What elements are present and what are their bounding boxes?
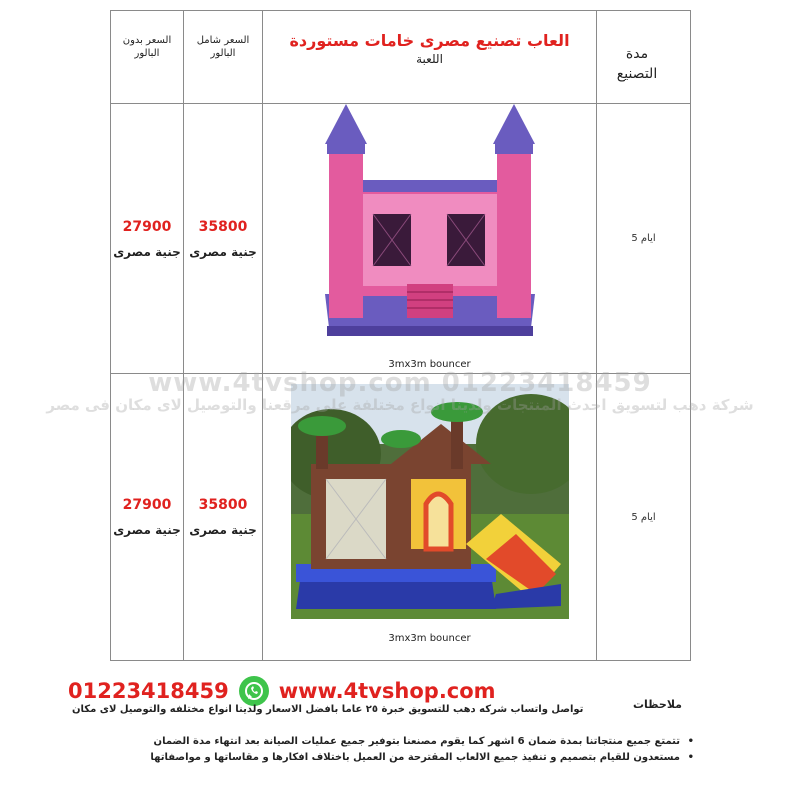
price-with-currency: جنية مصرى (189, 523, 257, 537)
price-without-currency: جنية مصرى (113, 523, 181, 537)
price-with-cell (184, 104, 263, 374)
tagline: تواصل واتساب شركه دهب للتسويق خبرة ٢٥ عاما بافضل الاسعار ولدينا انواع مختلفه والتوصيل لاى مكان (72, 704, 584, 715)
duration-cell (597, 104, 691, 374)
header-price-with-label: السعر شامل البالور (196, 35, 250, 59)
watermark-line-2: شركة دهب لتسويق احدث المنتجات ولدينا انواع مختلفة على مرقعنا والتوصيل لاى مكان فى مصر (46, 396, 754, 414)
duration-value: 5 ايام (631, 233, 656, 244)
header-subtitle: اللعبة (416, 51, 443, 66)
price-without-value: 27900 (122, 497, 172, 513)
price-with-value: 35800 (198, 497, 248, 513)
duration-value: 5 ايام (631, 511, 656, 523)
price-table (110, 10, 691, 661)
header-price-without (111, 11, 184, 104)
website-link[interactable]: www.4tvshop.com (278, 679, 496, 703)
header-duration (597, 11, 691, 104)
price-without-currency: جنية مصرى (113, 244, 181, 259)
product-caption: 3mx3m bouncer (388, 359, 471, 370)
price-with-value: 35800 (198, 218, 248, 235)
notes-label: ملاحظات (633, 698, 682, 711)
product-image-cell (263, 104, 597, 374)
product-image-cell (263, 374, 597, 661)
palm-bouncer-image (291, 384, 569, 619)
notes-list (90, 734, 680, 766)
castle-bouncer-image (315, 104, 545, 349)
table-header-row (111, 11, 691, 104)
table-row (111, 104, 691, 374)
phone-number[interactable]: 01223418459 (68, 679, 229, 703)
header-duration-label: مدة التصنيع (616, 46, 658, 82)
header-toy (263, 11, 597, 104)
price-with-cell (184, 374, 263, 661)
price-without-value: 27900 (122, 218, 172, 235)
header-price-without-label: السعر بدون البالور (122, 35, 172, 59)
list-item: • مستعدون للقيام بتصميم و تنفيذ جميع الالعاب المقترحة من العميل باختلاف افكارها و مقاساتها و مواصفاتها (90, 750, 680, 766)
whatsapp-icon[interactable] (239, 676, 269, 706)
product-caption: 3mx3m bouncer (388, 633, 471, 644)
duration-cell (597, 374, 691, 661)
header-price-with (184, 11, 263, 104)
contact-bar (68, 676, 496, 706)
price-without-cell (111, 104, 184, 374)
price-with-currency: جنية مصرى (189, 244, 257, 259)
table-row (111, 374, 691, 661)
header-title: العاب تصنيع مصرى خامات مستوردة (289, 30, 570, 50)
price-without-cell (111, 374, 184, 661)
watermark-line-1: www.4tvshop.com 01223418459 (148, 368, 652, 398)
list-item: • تتمتع جميع منتجاتنا بمدة ضمان 6 اشهر كما يقوم مصنعنا بتوفير جميع عمليات الصيانة بعد انتهاء مدة الضمان (90, 734, 680, 750)
